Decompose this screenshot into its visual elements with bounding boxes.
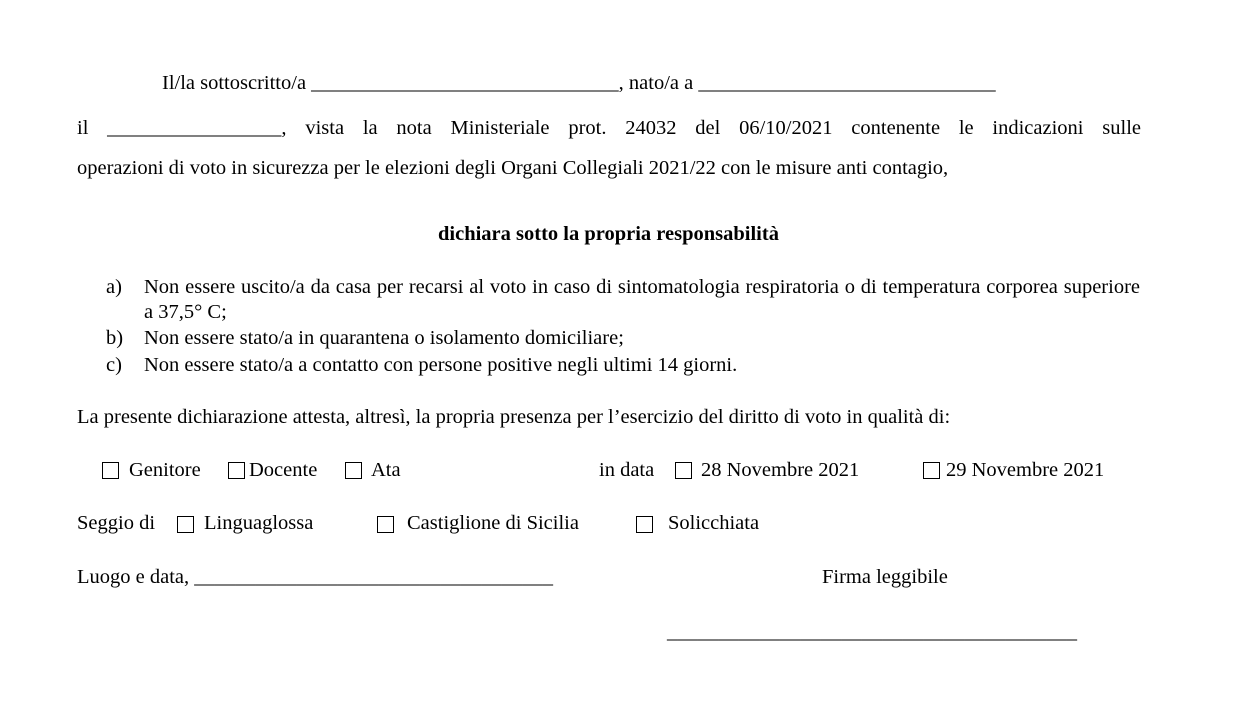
seggio-label: Seggio di	[77, 512, 156, 534]
linguaglossa-label: Linguaglossa	[204, 512, 314, 534]
attestation-text: La presente dichiarazione attesta, altresì, la propria presenza per l’esercizio del diritto di voto in qualità di:	[77, 406, 951, 428]
item-b-mark: b)	[106, 327, 124, 349]
linguaglossa-checkbox[interactable]	[177, 516, 194, 533]
ata-label: Ata	[371, 459, 401, 481]
declaration-heading: dichiara sotto la propria responsabilità	[438, 223, 779, 245]
intro-line-2: il _________________, vista la nota Ministeriale prot. 24032 del 06/10/2021 contenente le indicazioni sulle	[77, 117, 1141, 139]
item-b-text: Non essere stato/a in quarantena o isolamento domiciliare;	[144, 327, 624, 349]
item-a-mark: a)	[106, 276, 122, 298]
solicchiata-checkbox[interactable]	[636, 516, 653, 533]
item-c-mark: c)	[106, 354, 122, 376]
place-date-field[interactable]: Luogo e data, ___________________________________	[77, 566, 554, 588]
genitore-label: Genitore	[129, 459, 201, 481]
firma-label: Firma leggibile	[822, 566, 948, 588]
castiglione-label: Castiglione di Sicilia	[407, 512, 579, 534]
intro-line-1: Il/la sottoscritto/a ______________________________, nato/a a _____________________________	[162, 72, 996, 94]
item-c-text: Non essere stato/a a contatto con persone positive negli ultimi 14 giorni.	[144, 354, 738, 376]
castiglione-checkbox[interactable]	[377, 516, 394, 533]
docente-checkbox[interactable]	[228, 462, 245, 479]
date-29-checkbox[interactable]	[923, 462, 940, 479]
date-prefix-label: in data	[599, 459, 655, 481]
date-28-checkbox[interactable]	[675, 462, 692, 479]
genitore-checkbox[interactable]	[102, 462, 119, 479]
date-28-label: 28 Novembre 2021	[701, 459, 860, 481]
solicchiata-label: Solicchiata	[668, 512, 760, 534]
date-29-label: 29 Novembre 2021	[946, 459, 1105, 481]
firma-line[interactable]: ________________________________________	[667, 621, 1077, 643]
docente-label: Docente	[249, 459, 318, 481]
intro-line-3: operazioni di voto in sicurezza per le elezioni degli Organi Collegiali 2021/22 con le misure anti contagio,	[77, 157, 949, 179]
ata-checkbox[interactable]	[345, 462, 362, 479]
item-a-text: Non essere uscito/a da casa per recarsi al voto in caso di sintomatologia respiratoria o di temperatura corporea superiore a 37,5° C;	[144, 276, 1140, 323]
